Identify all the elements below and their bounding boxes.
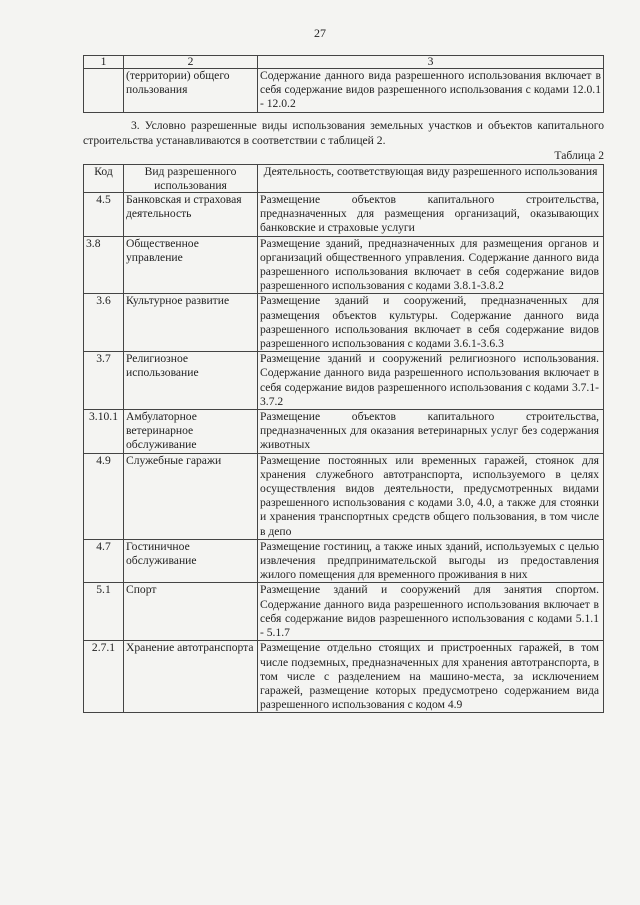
paragraph-3: 3. Условно разрешенные виды использования земельных участков и объектов капитального строительства устанавливаются в соответствии с таблицей 2. bbox=[83, 119, 604, 147]
row-description: Размещение отдельно стоящих и пристроенных гаражей, в том числе подземных, предназначенных для хранения автотранспорта, в том числе с разделением на машино-места, за исключением гаражей, размещение которых предусмотрено содержанием вида разрешенного использования с кодом 4.9 bbox=[258, 641, 604, 713]
row-code: 4.7 bbox=[84, 539, 124, 583]
header-type: Вид разрешенного использования bbox=[124, 165, 258, 193]
column-number-1: 1 bbox=[84, 56, 124, 69]
row-name: Гостиничное обслуживание bbox=[124, 539, 258, 583]
row-description: Содержание данного вида разрешенного использования включает в себя содержание видов разрешенного использования с кодами 12.0.1 - 12.0.2 bbox=[258, 69, 604, 113]
row-description: Размещение зданий и сооружений религиозного использования. Содержание данного вида разрешенного использования включает в себя содержание видов разрешенного использования с кодами 3.7.1-3.7.2 bbox=[258, 352, 604, 410]
row-name: Банковская и страховая деятельность bbox=[124, 193, 258, 237]
row-description: Размещение гостиниц, а также иных зданий, используемых с целью извлечения предпринимательской выгоды из предоставления жилого помещения для временного проживания в них bbox=[258, 539, 604, 583]
table-row bbox=[84, 294, 604, 352]
column-number-3: 3 bbox=[258, 56, 604, 69]
header-activity: Деятельность, соответствующая виду разрешенного использования bbox=[258, 165, 604, 193]
table-row bbox=[84, 539, 604, 583]
column-number-2: 2 bbox=[124, 56, 258, 69]
row-code: 3.7 bbox=[84, 352, 124, 410]
table-row bbox=[84, 236, 604, 294]
table-row bbox=[84, 641, 604, 713]
row-name: Религиозное использование bbox=[124, 352, 258, 410]
row-name: Служебные гаражи bbox=[124, 453, 258, 539]
row-description: Размещение зданий и сооружений, предназначенных для размещения объектов культуры. Содержание данного вида разрешенного использования включает в себя содержание видов разрешенного использования с кодами 3.6.1-3.6.3 bbox=[258, 294, 604, 352]
row-code: 4.9 bbox=[84, 453, 124, 539]
row-description: Размещение объектов капитального строительства, предназначенных для оказания ветеринарных услуг без содержания животных bbox=[258, 410, 604, 454]
row-name: Культурное развитие bbox=[124, 294, 258, 352]
table-row bbox=[84, 352, 604, 410]
row-name: (территории) общего пользования bbox=[124, 69, 258, 113]
row-code: 3.8 bbox=[84, 236, 124, 294]
table-2 bbox=[83, 164, 604, 713]
page-number: 27 bbox=[314, 26, 326, 40]
row-code: 2.7.1 bbox=[84, 641, 124, 713]
row-code bbox=[84, 69, 124, 113]
table-row bbox=[84, 453, 604, 539]
row-name: Общественное управление bbox=[124, 236, 258, 294]
row-name: Амбулаторное ветеринарное обслуживание bbox=[124, 410, 258, 454]
row-code: 3.6 bbox=[84, 294, 124, 352]
header-code: Код bbox=[84, 165, 124, 193]
row-code: 3.10.1 bbox=[84, 410, 124, 454]
table-row bbox=[84, 583, 604, 641]
table-row bbox=[84, 410, 604, 454]
row-code: 5.1 bbox=[84, 583, 124, 641]
table-row bbox=[84, 193, 604, 237]
table-2-header-row bbox=[84, 165, 604, 193]
continued-table-header-row bbox=[84, 56, 604, 69]
row-description: Размещение постоянных или временных гаражей, стоянок для хранения служебного автотранспорта, используемого в целях осуществления видов деятельности, предусмотренных видами разрешенного использования с кодами 3.0, 4.0, а также для стоянки и хранения транспортных средств общего пользования, в том числе в депо bbox=[258, 453, 604, 539]
row-code: 4.5 bbox=[84, 193, 124, 237]
row-description: Размещение зданий, предназначенных для размещения органов и организаций общественного управления. Содержание данного вида разрешенного использования включает в себя содержание видов разрешенного использования с кодами 3.8.1-3.8.2 bbox=[258, 236, 604, 294]
continued-table bbox=[83, 55, 604, 113]
table-row bbox=[84, 69, 604, 113]
row-name: Хранение автотранспорта bbox=[124, 641, 258, 713]
row-name: Спорт bbox=[124, 583, 258, 641]
table-caption: Таблица 2 bbox=[554, 149, 604, 162]
row-description: Размещение объектов капитального строительства, предназначенных для размещения организаций, оказывающих банковские и страховые услуги bbox=[258, 193, 604, 237]
row-description: Размещение зданий и сооружений для занятия спортом. Содержание данного вида разрешенного использования включает в себя содержание видов разрешенного использования с кодами 5.1.1 - 5.1.7 bbox=[258, 583, 604, 641]
